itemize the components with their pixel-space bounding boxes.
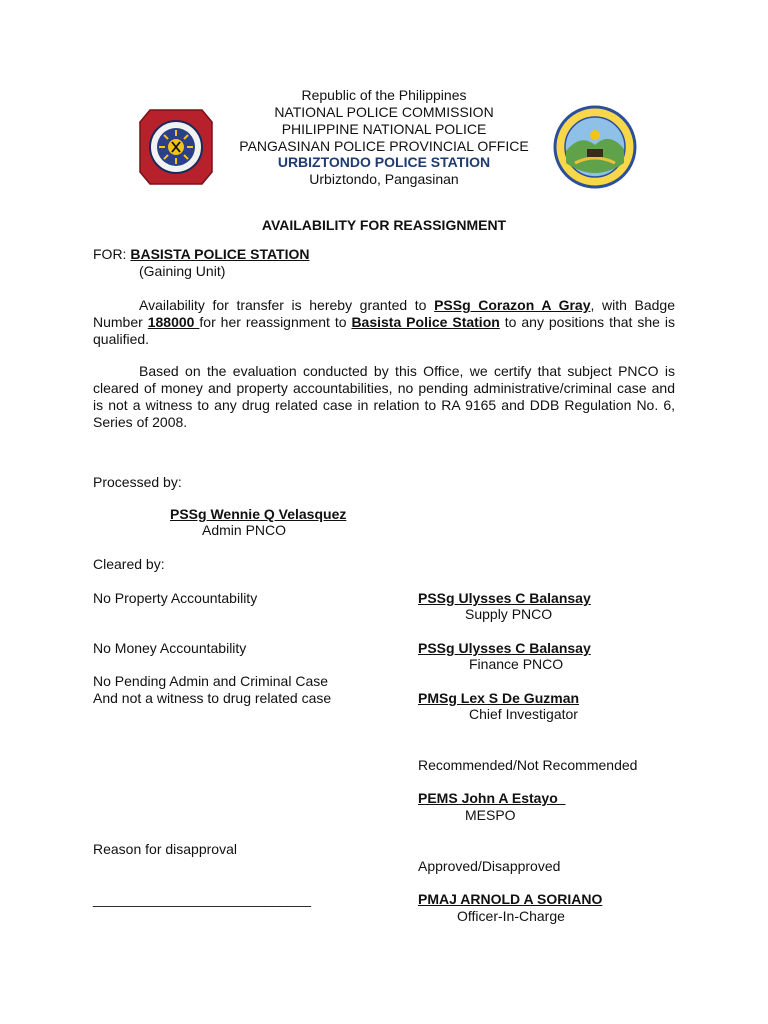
for-line <box>93 246 310 263</box>
gaining-unit: (Gaining Unit) <box>139 263 226 279</box>
recommend-position: MESPO <box>465 807 516 823</box>
header-napolcom: NATIONAL POLICE COMMISSION <box>274 104 494 120</box>
para1-text: for her reassignment to <box>199 314 352 330</box>
header-provincial-office: PANGASINAN POLICE PROVINCIAL OFFICE <box>239 138 529 154</box>
money-position: Finance PNCO <box>469 656 564 672</box>
document-title: AVAILABILITY FOR REASSIGNMENT <box>261 217 507 233</box>
approve-label: Approved/Disapproved <box>418 858 561 874</box>
case-label-1: No Pending Admin and Criminal Case <box>93 673 329 689</box>
processed-position: Admin PNCO <box>202 522 287 538</box>
reason-line: ____________________________ <box>93 891 312 907</box>
for-label: FOR: <box>93 246 127 262</box>
case-label-2: And not a witness to drug related case <box>93 690 332 706</box>
para1-text: Availability for transfer is hereby granted to <box>139 297 435 313</box>
case-position: Chief Investigator <box>469 706 578 722</box>
money-label: No Money Accountability <box>93 640 247 656</box>
badge-number: 188000 <box>147 314 200 330</box>
money-signatory: PSSg Ulysses C Balansay <box>418 640 591 656</box>
recommend-signatory: PEMS John A Estayo <box>418 790 566 806</box>
destination-station: Basista Police Station <box>351 314 500 330</box>
para1-text: to any positions that she is qualified. <box>93 314 675 347</box>
paragraph-transfer <box>93 297 675 348</box>
property-signatory: PSSg Ulysses C Balansay <box>418 590 591 606</box>
case-signatory: PMSg Lex S De Guzman <box>418 690 580 706</box>
header-republic: Republic of the Philippines <box>301 87 467 103</box>
processed-label: Processed by: <box>93 474 182 490</box>
cleared-label: Cleared by: <box>93 556 165 572</box>
header-pnp: PHILIPPINE NATIONAL POLICE <box>281 121 487 137</box>
para1-text: , with Badge Number <box>93 297 675 330</box>
processed-name: PSSg Wennie Q Velasquez <box>170 506 347 522</box>
personnel-name: PSSg Corazon A Gray <box>434 297 591 313</box>
approve-position: Officer-In-Charge <box>457 908 565 924</box>
for-value: BASISTA POLICE STATION <box>130 246 310 262</box>
property-position: Supply PNCO <box>465 606 553 622</box>
property-label: No Property Accountability <box>93 590 258 606</box>
recommend-label: Recommended/Not Recommended <box>418 757 638 773</box>
reason-label: Reason for disapproval <box>93 841 237 857</box>
paragraph-certification: Based on the evaluation conducted by this Office, we certify that subject PNCO is cleared of money and property accountabilities, no pending administrative/criminal case and is not a witness to any drug related case in relation to RA 9165 and DDB Regulation No. 6, Series of 2008. <box>93 363 675 430</box>
header-location: Urbiztondo, Pangasinan <box>309 171 459 187</box>
approve-signatory: PMAJ ARNOLD A SORIANO <box>418 891 603 907</box>
header-station: URBIZTONDO POLICE STATION <box>277 154 491 170</box>
